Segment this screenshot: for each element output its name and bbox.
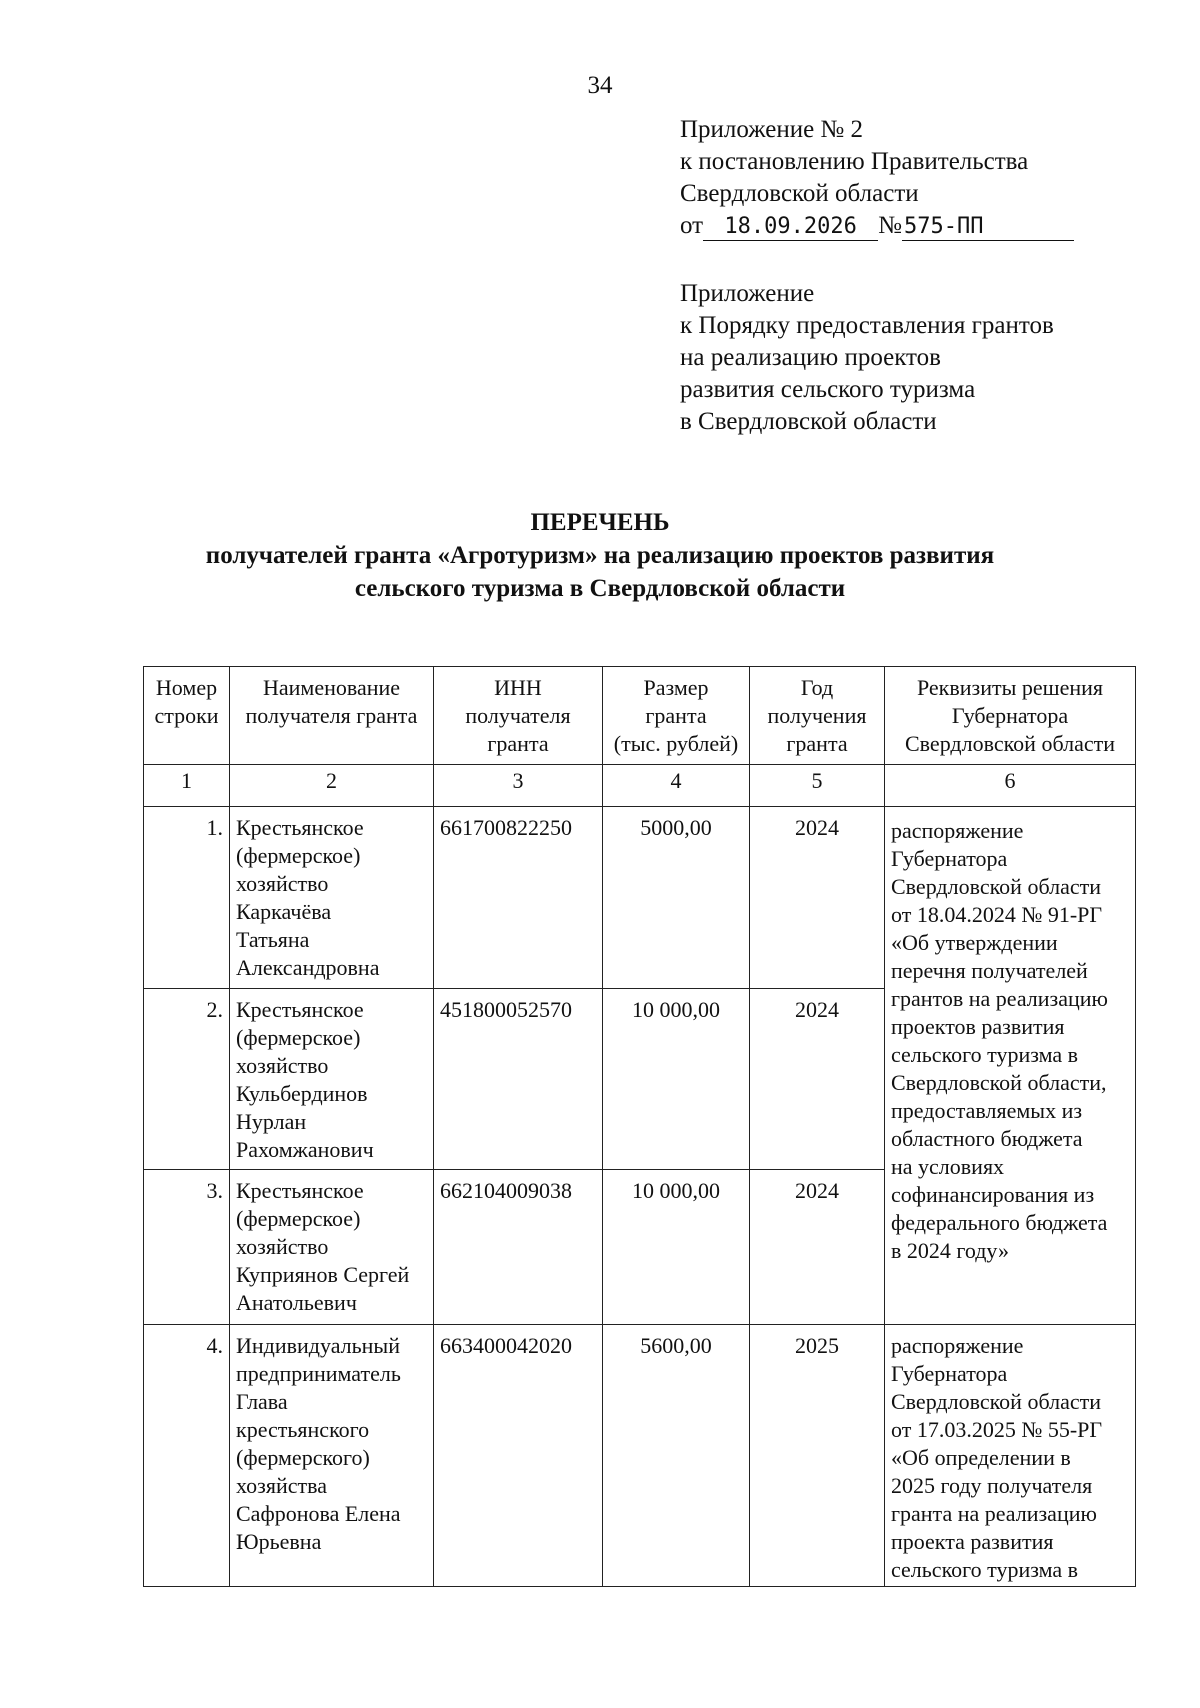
grant-year: 2025 (750, 1325, 885, 1587)
appendix-line: в Свердловской области (680, 408, 937, 435)
column-number: 6 (885, 765, 1136, 807)
header-amount: Размер гранта (тыс. рублей) (603, 667, 750, 765)
table-row (144, 807, 1136, 989)
appendix-line: Свердловской области (680, 180, 919, 207)
page-number: 34 (587, 72, 613, 99)
appendix-line: на реализацию проектов (680, 344, 941, 371)
recipient-inn: 662104009038 (434, 1170, 603, 1325)
resolution-date: 18.09.2026 (703, 214, 878, 241)
grant-amount: 5000,00 (603, 807, 750, 989)
column-number: 4 (603, 765, 750, 807)
row-number: 3. (144, 1170, 230, 1325)
recipient-inn: 663400042020 (434, 1325, 603, 1587)
header-year: Год получения гранта (750, 667, 885, 765)
table-header-row (144, 667, 1136, 765)
document-title (0, 506, 1200, 605)
recipient-name: Индивидуальный предприниматель Глава крестьянского (фермерского) хозяйства Сафронова Елена Юрьевна (230, 1325, 434, 1587)
header-row-number: Номер строки (144, 667, 230, 765)
grant-year: 2024 (750, 807, 885, 989)
title-line: получателей гранта «Агротуризм» на реализацию проектов развития (205, 542, 995, 569)
appendix-line: развития сельского туризма (680, 376, 976, 403)
grant-recipients-table (143, 666, 1136, 1587)
appendix-order-block (680, 278, 1054, 438)
decision-2025: распоряжение Губернатора Свердловской области от 17.03.2025 № 55-РГ «Об определении в 2025 году получателя гранта на реализацию проекта развития сельского туризма в (885, 1325, 1136, 1587)
resolution-number: 575-ПП (902, 214, 1074, 241)
row-number: 2. (144, 989, 230, 1170)
appendix-line: Приложение (680, 280, 815, 307)
number-label: № (878, 212, 902, 239)
row-number: 4. (144, 1325, 230, 1587)
header-recipient-name: Наименование получателя гранта (230, 667, 434, 765)
appendix-title: Приложение № 2 (680, 116, 864, 143)
from-label: от (680, 212, 704, 239)
header-inn: ИНН получателя гранта (434, 667, 603, 765)
decision-2024: распоряжение Губернатора Свердловской области от 18.04.2024 № 91-РГ «Об утверждении перечня получателей грантов на реализацию проектов развития сельского туризма в Свердловской области, предоставляемых из областного бюджета на условиях софинансирования из федерального бюджета в 2024 году» (885, 807, 1136, 1325)
appendix-resolution-block (680, 114, 1074, 242)
grant-year: 2024 (750, 1170, 885, 1325)
recipient-inn: 451800052570 (434, 989, 603, 1170)
grant-amount: 10 000,00 (603, 1170, 750, 1325)
table-row (144, 1325, 1136, 1587)
resolution-date-line (680, 210, 1074, 242)
grant-amount: 10 000,00 (603, 989, 750, 1170)
grant-year: 2024 (750, 989, 885, 1170)
column-number: 1 (144, 765, 230, 807)
appendix-line: к постановлению Правительства (680, 148, 1029, 175)
recipient-inn: 661700822250 (434, 807, 603, 989)
column-number: 3 (434, 765, 603, 807)
title-line: сельского туризма в Свердловской области (354, 575, 846, 602)
recipient-name: Крестьянское (фермерское) хозяйство Куприянов Сергей Анатольевич (230, 1170, 434, 1325)
grant-amount: 5600,00 (603, 1325, 750, 1587)
title-heading: ПЕРЕЧЕНЬ (530, 509, 670, 536)
appendix-line: к Порядку предоставления грантов (680, 312, 1054, 339)
recipient-name: Крестьянское (фермерское) хозяйство Кульбердинов Нурлан Рахомжанович (230, 989, 434, 1170)
recipient-name: Крестьянское (фермерское) хозяйство Каркачёва Татьяна Александровна (230, 807, 434, 989)
column-numbers-row (144, 765, 1136, 807)
row-number: 1. (144, 807, 230, 989)
column-number: 2 (230, 765, 434, 807)
column-number: 5 (750, 765, 885, 807)
header-decision: Реквизиты решения Губернатора Свердловской области (885, 667, 1136, 765)
